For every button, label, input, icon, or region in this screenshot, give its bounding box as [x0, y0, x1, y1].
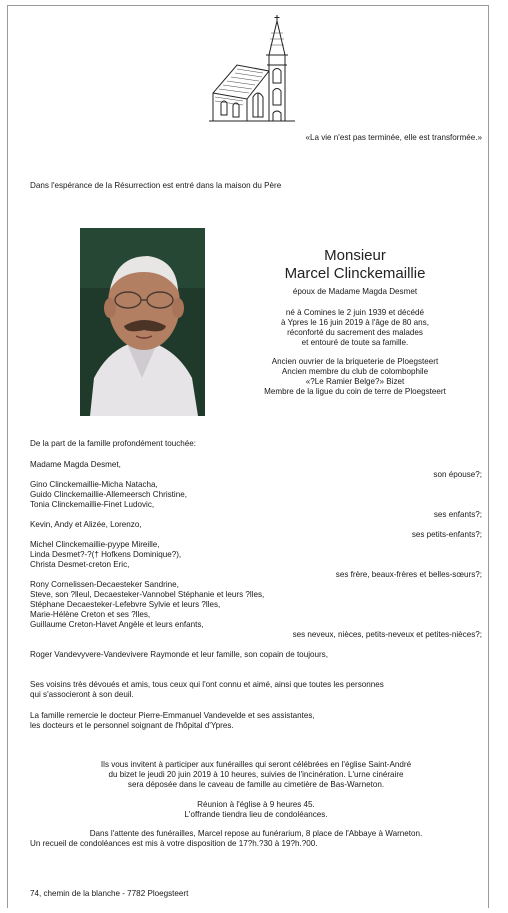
grandchildren-names: Kevin, Andy et Alizée, Lorenzo,: [30, 520, 142, 529]
nephew-name: Steve, son ?lleul, Decaesteker-Vannobel Stéphanie et leurs ?lles,: [30, 590, 265, 599]
deceased-name: Marcel Clinckemaillie: [284, 265, 426, 282]
child-name: Guido Clinckemaillie-Allemeersch Christine,: [30, 490, 187, 499]
reunion-line: L'offrande tiendra lieu de condoléances.: [184, 810, 328, 819]
reunion-line: Réunion à l'église à 9 heures 45.: [197, 800, 315, 809]
deceased-spouse: époux de Madame Magda Desmet: [292, 287, 418, 296]
neighbors-line: qui s'associeront à son deuil.: [30, 690, 134, 699]
role-line: Membre de la ligue du coin de terre de Ploegsteert: [264, 387, 446, 396]
church-icon: [207, 13, 297, 125]
deceased-honorific: Monsieur: [324, 247, 386, 264]
birth-line: réconforté du sacrement des malades: [287, 328, 423, 337]
grandchildren-label: ses petits-enfants?;: [411, 530, 482, 539]
role-line: Ancien membre du club de colombophile: [281, 367, 429, 376]
funeral-line: Ils vous invitent à participer aux funérailles qui seront célébrées en l'église Saint-André: [100, 760, 412, 769]
birth-line: et entouré de toute sa famille.: [301, 338, 409, 347]
intro-text: Dans l'espérance de la Résurrection est entré dans la maison du Père: [30, 181, 282, 190]
thanks-line: La famille remercie le docteur Pierre-Emmanuel Vandevelde et ses assistantes,: [30, 711, 315, 720]
address-text: 74, chemin de la blanche - 7782 Ploegsteert: [30, 889, 189, 898]
neighbors-line: Ses voisins très dévoués et amis, tous ceux qui l'ont connu et aimé, ainsi que toutes les personnes: [30, 680, 384, 689]
siblings-label: ses frère, beaux-frères et belles-sœurs?;: [335, 570, 482, 579]
nephew-name: Marie-Hélène Creton et ses ?lles,: [30, 610, 151, 619]
child-name: Gino Clinckemaillie-Micha Natacha,: [30, 480, 158, 489]
portrait-photo: [80, 228, 205, 416]
sibling-name: Michel Clinckemaillie-pyype Mireille,: [30, 540, 160, 549]
nephew-name: Stéphane Decaesteker-Lefebvre Sylvie et leurs ?lles,: [30, 600, 221, 609]
spouse-label: son épouse?;: [433, 470, 482, 479]
companion-line: Roger Vandevyvere-Vandevivere Raymonde et leur famille, son copain de toujours,: [30, 650, 328, 659]
quote-text: «La vie n'est pas terminée, elle est transformée.»: [305, 133, 482, 142]
role-line: «?Le Ramier Belge?» Bizet: [305, 377, 405, 386]
spouse-name: Madame Magda Desmet,: [30, 460, 121, 469]
birth-line: à Ypres le 16 juin 2019 à l'âge de 80 ans,: [281, 318, 429, 327]
family-intro: De la part de la famille profondément touchée:: [30, 439, 197, 448]
funerarium-line: Un recueil de condoléances est mis à votre disposition de 17?h.?30 à 19?h.?00.: [30, 839, 318, 848]
funeral-line: sera déposée dans le caveau de famille au cimetière de Bas-Warneton.: [127, 780, 385, 789]
nephew-name: Rony Cornelissen-Decaesteker Sandrine,: [30, 580, 179, 589]
child-name: Tonia Clinckemaillie-Finet Ludovic,: [30, 500, 155, 509]
sibling-name: Christa Desmet-creton Eric,: [30, 560, 130, 569]
thanks-line: les docteurs et le personnel soignant de l'hôpital d'Ypres.: [30, 721, 234, 730]
nephews-label: ses neveux, nièces, petits-neveux et petites-nièces?;: [292, 630, 482, 639]
deceased-name-block: [255, 265, 455, 283]
birth-line: né à Comines le 2 juin 1939 et décédé: [285, 308, 425, 317]
sibling-name: Linda Desmet?-?(† Hofkens Dominique?),: [30, 550, 182, 559]
children-label: ses enfants?;: [433, 510, 482, 519]
funerarium-line: Dans l'attente des funérailles, Marcel repose au funérarium, 8 place de l'Abbaye à Warneton.: [89, 829, 423, 838]
funeral-line: du bizet le jeudi 20 juin 2019 à 10 heures, suivies de l'incinération. L'urne cinéraire: [108, 770, 404, 779]
nephew-name: Guillaume Creton-Havet Angèle et leurs enfants,: [30, 620, 204, 629]
role-line: Ancien ouvrier de la briqueterie de Ploegsteert: [271, 357, 439, 366]
deceased-title: [255, 247, 455, 265]
